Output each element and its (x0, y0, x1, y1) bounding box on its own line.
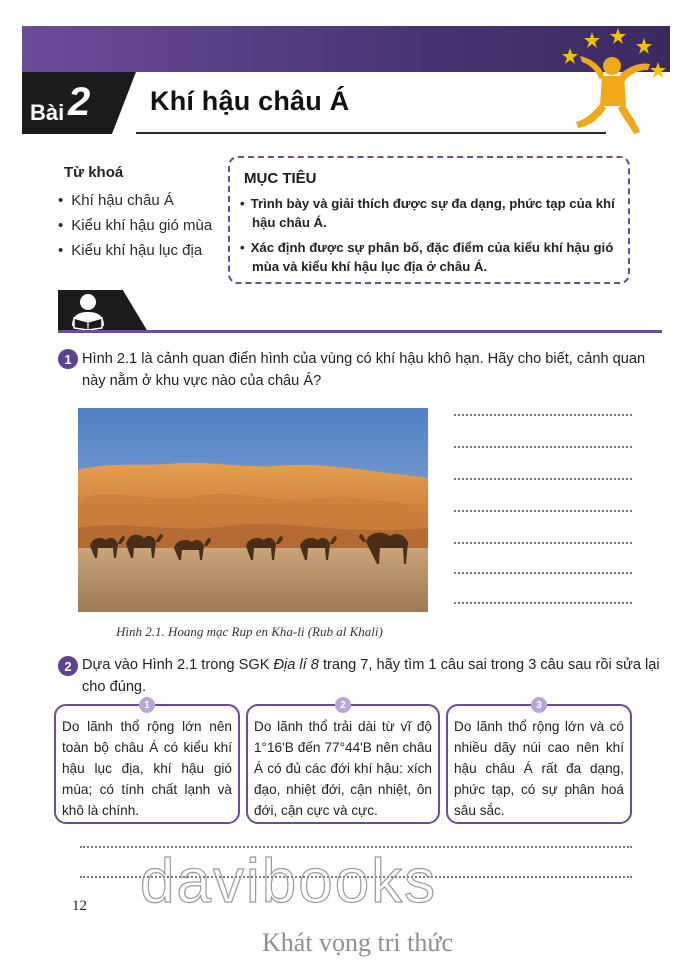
objective-item: • Xác định được sự phân bố, đặc điểm của kiểu khí hậu gió mùa và kiểu khí hậu lục địa ở châu Á. (238, 238, 626, 276)
statement-text: Do lãnh thổ rộng lớn và có nhiều dãy núi cao nên khí hậu châu Á rất đa dạng, phức tạp, có sự phân hoá sâu sắc. (454, 719, 624, 818)
objective-item: • Trình bày và giải thích được sự đa dạng, phức tạp của khí hậu châu Á. (238, 194, 626, 232)
question-2-text (82, 654, 667, 698)
question-1-badge: 1 (58, 349, 78, 369)
reading-person-icon (64, 292, 112, 330)
lesson-badge-slant (96, 72, 136, 134)
question-2-badge: 2 (58, 656, 78, 676)
watermark-brand: davibooks (140, 847, 438, 916)
desert-photo (78, 408, 428, 612)
question-1-text: Hình 2.1 là cảnh quan điển hình của vùng có khí hậu khô hạn. Hãy cho biết, cảnh quan này nằm ở khu vực nào của châu Á? (82, 351, 646, 389)
statement-number: 2 (335, 697, 351, 713)
objectives-title: MỤC TIÊU (244, 170, 317, 187)
objectives-list (238, 194, 626, 282)
question-2-book-title: Địa lí 8 (273, 657, 319, 673)
question-2-text-part: trang 7, hãy tìm 1 câu sai trong 3 câu sau rồi sửa lại cho đúng. (82, 657, 660, 695)
lesson-title: Khí hậu châu Á (150, 86, 350, 116)
answer-line[interactable] (454, 510, 632, 512)
watermark-slogan: Khát vọng tri thức (262, 928, 454, 957)
page-number: 12 (72, 898, 87, 914)
answer-line[interactable] (454, 478, 632, 480)
lesson-label: Bài (30, 100, 65, 125)
keywords-list (58, 188, 212, 263)
statement-number: 3 (531, 697, 547, 713)
answer-line[interactable] (454, 542, 632, 544)
statement-number: 1 (139, 697, 155, 713)
keyword-item: • Kiểu khí hậu lục địa (58, 238, 212, 263)
keyword-item: • Khí hậu châu Á (58, 188, 212, 213)
statement-text: Do lãnh thổ trải dài từ vĩ độ 1°16'B đến 77°44'B nên châu Á có đủ các đới khí hậu: xích đạo, nhiệt đới, cận nhiệt, ôn đới, cận cực và cực. (254, 719, 432, 818)
section-divider-line (58, 330, 662, 333)
answer-line[interactable] (454, 446, 632, 448)
question-2-text-part: Dựa vào Hình 2.1 trong SGK (82, 657, 274, 673)
jumping-figure-illustration (540, 10, 670, 140)
statement-text: Do lãnh thổ rộng lớn nên toàn bộ châu Á có kiểu khí hậu lục địa, khí hậu gió mùa; có tính chất lạnh và khô là chính. (62, 719, 232, 818)
keyword-item: • Kiểu khí hậu gió mùa (58, 213, 212, 238)
answer-line[interactable] (454, 602, 632, 604)
answer-line[interactable] (454, 414, 632, 416)
answer-line[interactable] (454, 572, 632, 574)
lesson-number: 2 (68, 80, 91, 124)
header-underline (136, 132, 606, 134)
keywords-title: Từ khoá (64, 164, 124, 181)
figure-caption: Hình 2.1. Hoang mạc Rup en Kha-li (Rub al Khali) (116, 624, 383, 639)
